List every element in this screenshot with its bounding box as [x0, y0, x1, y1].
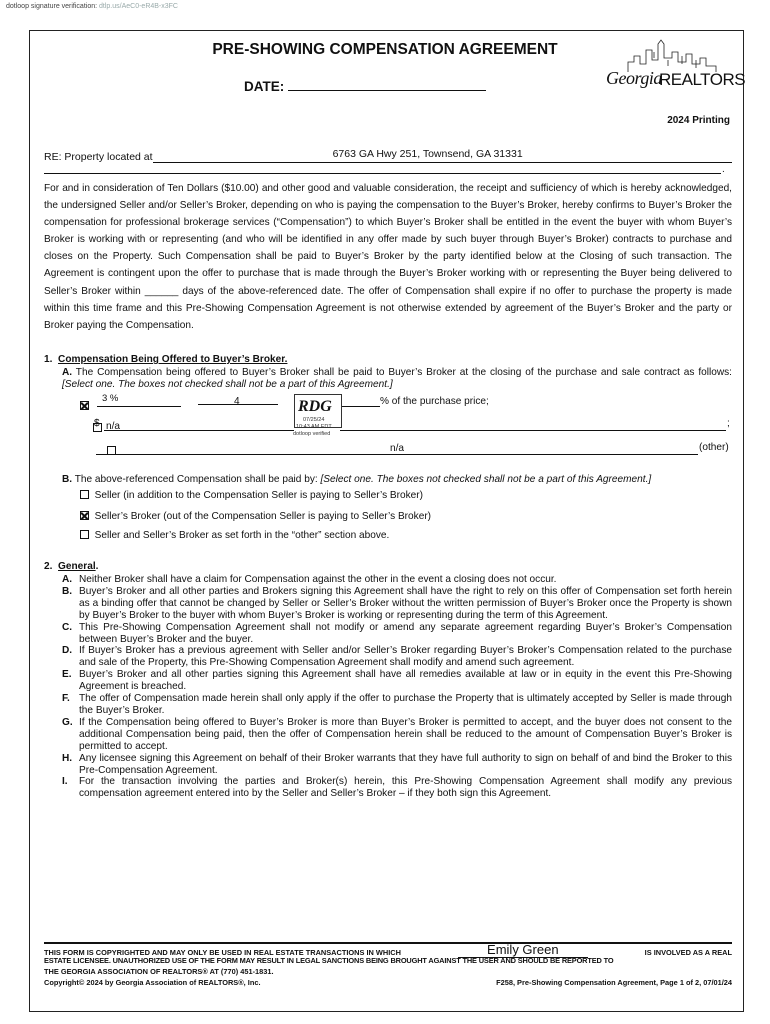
- footer-line-4: [44, 977, 732, 988]
- payer-sellers-broker-option[interactable]: [80, 511, 431, 523]
- verification-label: dotloop signature verification:: [6, 3, 98, 10]
- payer-seller-checkbox[interactable]: [80, 490, 89, 499]
- list-item: [62, 753, 732, 777]
- skyline-icon: [626, 38, 726, 72]
- section-1b-key: B.: [62, 474, 73, 485]
- initials-date: 07/25/24: [303, 417, 325, 423]
- payer-both-option[interactable]: [80, 530, 389, 542]
- option-percent-checkbox[interactable]: [80, 401, 89, 410]
- item-text: The offer of Compensation made herein shall only apply if the offer to purchase the Property that is ultimately accepted by Seller is made through the Buyer’s Broker.: [79, 693, 732, 716]
- list-item: [62, 586, 732, 622]
- licensee-name: Emily Green: [487, 942, 559, 957]
- footer-line-2: ESTATE LICENSEE. UNAUTHORIZED USE OF THE FORM MAY RESULT IN LEGAL SANCTIONS BEING BROUGHT AGAINST THE USER AND SHOULD BE REPORTED TO: [44, 956, 614, 965]
- date-label: DATE:: [244, 79, 285, 94]
- footer-text-1b: IS INVOLVED AS A REAL: [644, 947, 732, 957]
- section-1a-text: The Compensation being offered to Buyer’s Broker shall be paid to Buyer’s Broker at the closing of the purchase and sale contract as follows:: [75, 367, 732, 378]
- list-item: [62, 574, 732, 586]
- section-1-number: 1.: [44, 354, 53, 365]
- item-text: Buyer’s Broker and all other parties signing this Agreement shall have all remedies available at law or in equity in the event this Pre-Showing Agreement is breached.: [79, 669, 732, 693]
- property-line-2[interactable]: [44, 173, 721, 174]
- item-key: E.: [62, 669, 72, 681]
- section-1b: [62, 474, 732, 486]
- logo-script: Georgia: [606, 68, 662, 88]
- georgia-realtors-logo: [606, 38, 746, 102]
- item-key: D.: [62, 645, 73, 657]
- list-item: [62, 717, 732, 753]
- form-title: PRE-SHOWING COMPENSATION AGREEMENT: [212, 41, 558, 58]
- property-line: [44, 149, 732, 163]
- payer-both-label: Seller and Seller’s Broker as set forth in the “other” section above.: [94, 530, 390, 541]
- item-key: I.: [62, 776, 68, 788]
- section-1a-key: A.: [62, 367, 73, 378]
- option-percent-blank[interactable]: [97, 395, 181, 407]
- printing-year: 2024 Printing: [667, 115, 730, 126]
- section-1b-note: [Select one. The boxes not checked shall not be a part of this Agreement.]: [320, 474, 652, 485]
- initials-time: 10:43 AM EDT: [296, 424, 332, 430]
- item-text: If the Compensation being offered to Buyer’s Broker is more than Buyer’s Broker is permitted to accept, and the buyer does not consent to the additional Compensation being paid, then the offer of Compensation herein shall be reduced to the amount of Compensation Buyer’s Broker is permitted to accept.: [79, 716, 732, 752]
- item-text: Buyer’s Broker and all other parties and Brokers signing this Agreement shall have the right to rely on this offer of Compensation set forth herein as a binding offer that cannot be changed by Seller or Seller’s Broker without the written permission of Buyer’s Broker once the Property is shown by Buyer’s Broker to the buyer with whom Buyer’s Broker is working or representing during the term of this Agreement.: [79, 585, 732, 621]
- section-2-list: [62, 574, 732, 800]
- section-1-title: Compensation Being Offered to Buyer’s Broker.: [58, 354, 288, 365]
- item-text: Neither Broker shall have a claim for Compensation against the other in the event a closing does not occur.: [79, 574, 557, 585]
- footer-line-3: THE GEORGIA ASSOCIATION OF REALTORS® AT (770) 451-1831.: [44, 967, 274, 976]
- payer-seller-option[interactable]: [80, 490, 423, 502]
- option-other-value: n/a: [390, 443, 405, 454]
- item-key: B.: [62, 585, 73, 597]
- property-label: RE: Property located at: [44, 151, 153, 163]
- option-dollar-blank[interactable]: [104, 419, 294, 431]
- dotloop-verification: [6, 3, 178, 10]
- list-item: [62, 693, 732, 717]
- option-dollar-value: n/a: [106, 421, 121, 432]
- payer-seller-label: Seller (in addition to the Compensation Seller is paying to Seller’s Broker): [94, 490, 424, 501]
- item-key: C.: [62, 621, 73, 633]
- section-2-heading: 2. General.: [44, 561, 99, 572]
- item-key: G.: [62, 716, 73, 728]
- option-dollar-prefix: $: [94, 418, 100, 429]
- section-1b-text: The above-referenced Compensation shall be paid by:: [74, 474, 318, 485]
- section-1a: [62, 367, 732, 391]
- option-dollar-blank-2[interactable]: [340, 419, 726, 431]
- section-1a-note: [Select one. The boxes not checked shall not be a part of this Agreement.]: [62, 379, 393, 390]
- option-percent-suffix: % of the purchase price;: [380, 396, 489, 407]
- date-field[interactable]: [244, 78, 486, 94]
- list-item: [62, 669, 732, 693]
- property-address: 6763 GA Hwy 251, Townsend, GA 31331: [332, 148, 523, 160]
- list-item: [62, 776, 732, 800]
- payer-sellers-broker-label: Seller’s Broker (out of the Compensation Seller is paying to Seller’s Broker): [94, 511, 432, 522]
- section-2-title: General: [58, 561, 96, 572]
- logo-brand: REALTORS: [659, 70, 746, 89]
- footer-text-1a: THIS FORM IS COPYRIGHTED AND MAY ONLY BE USED IN REAL ESTATE TRANSACTIONS IN WHICH: [44, 947, 401, 957]
- list-item: [62, 645, 732, 669]
- date-blank[interactable]: [288, 78, 486, 91]
- item-key: F.: [62, 693, 70, 705]
- item-key: A.: [62, 574, 73, 585]
- intro-paragraph: For and in consideration of Ten Dollars ($10.00) and other good and valuable consideration, the receipt and sufficiency of which is hereby acknowledged, the undersigned Seller and/or Seller’s Broker, depending on who is paying the compensation to the Buyer’s Broker, hereby confirms to Buyer’s Broker the compensation for professional brokerage services (“Compensation”) to which Buyer’s Broker shall be entitled in the event the buyer with whom Buyer’s Broker is working with or representing (and who will be identified in any offer made by such buyer through Buyer’s Broker) contracts to purchase and closes on the Property. Such Compensation shall be paid to Buyer’s Broker by the party identified below at the Closing of such transaction. The Agreement is contingent upon the offer to purchase that is made through the Buyer’s Broker working with or representing the Buyer being delivered to Seller’s Broker within ______ days of the above-referenced date. The offer of Compensation shall expire if no offer to purchase the property is made within this time frame and this Pre-Showing Compensation Agreement is not otherwise extended by agreement of the Buyer’s Broker and the party or Broker paying the Compensation.: [44, 183, 732, 331]
- section-2-number: 2.: [44, 561, 53, 572]
- payer-sellers-broker-checkbox[interactable]: [80, 511, 89, 520]
- item-text: This Pre-Showing Compensation Agreement shall not modify or amend any separate agreement regarding Buyer’s Broker’s Compensation between Buyer’s Broker and the buyer.: [79, 621, 732, 645]
- section-1-heading: [44, 354, 287, 366]
- option-percent-value[interactable]: 3 %: [102, 393, 119, 404]
- property-field[interactable]: [153, 149, 732, 163]
- payer-both-checkbox[interactable]: [80, 530, 89, 539]
- dotloop-verified: dotloop verified: [293, 431, 331, 437]
- item-text: For the transaction involving the parties and Broker(s) herein, this Pre-Showing Compensation Agreement shall modify any previous compensation agreement entered into by the Seller and Seller’s Broker – if they both sign this Agreement.: [79, 776, 732, 800]
- form-id: F258, Pre-Showing Compensation Agreement, Page 1 of 2, 07/01/24: [496, 978, 732, 987]
- copyright: Copyright© 2024 by Georgia Association of REALTORS®, Inc.: [44, 978, 261, 987]
- item-text: Any licensee signing this Agreement on behalf of their Broker warrants that they have full authority to sign on behalf of and bind the Broker to this Pre-Compensation Agreement.: [79, 752, 732, 776]
- verification-link[interactable]: dtlp.us/AeC0-eR4B-x3FC: [99, 3, 178, 10]
- item-key: H.: [62, 752, 73, 764]
- option-dollar-suffix: ;: [727, 418, 730, 429]
- item-text: If Buyer’s Broker has a previous agreement with Seller and/or Seller’s Broker regarding Buyer’s Broker’s Compensation related to the purchase and sale of the Property, this Pre-Showing Compensation Agreement shall modify and amend such agreement.: [79, 645, 732, 669]
- line-end-period: .: [722, 164, 725, 175]
- list-item: [62, 622, 732, 646]
- initials: RDG: [298, 398, 332, 415]
- option-other-suffix: (other): [699, 442, 729, 453]
- option-percent-blank-2[interactable]: [342, 396, 380, 407]
- option-percent-struck: 4: [234, 396, 240, 407]
